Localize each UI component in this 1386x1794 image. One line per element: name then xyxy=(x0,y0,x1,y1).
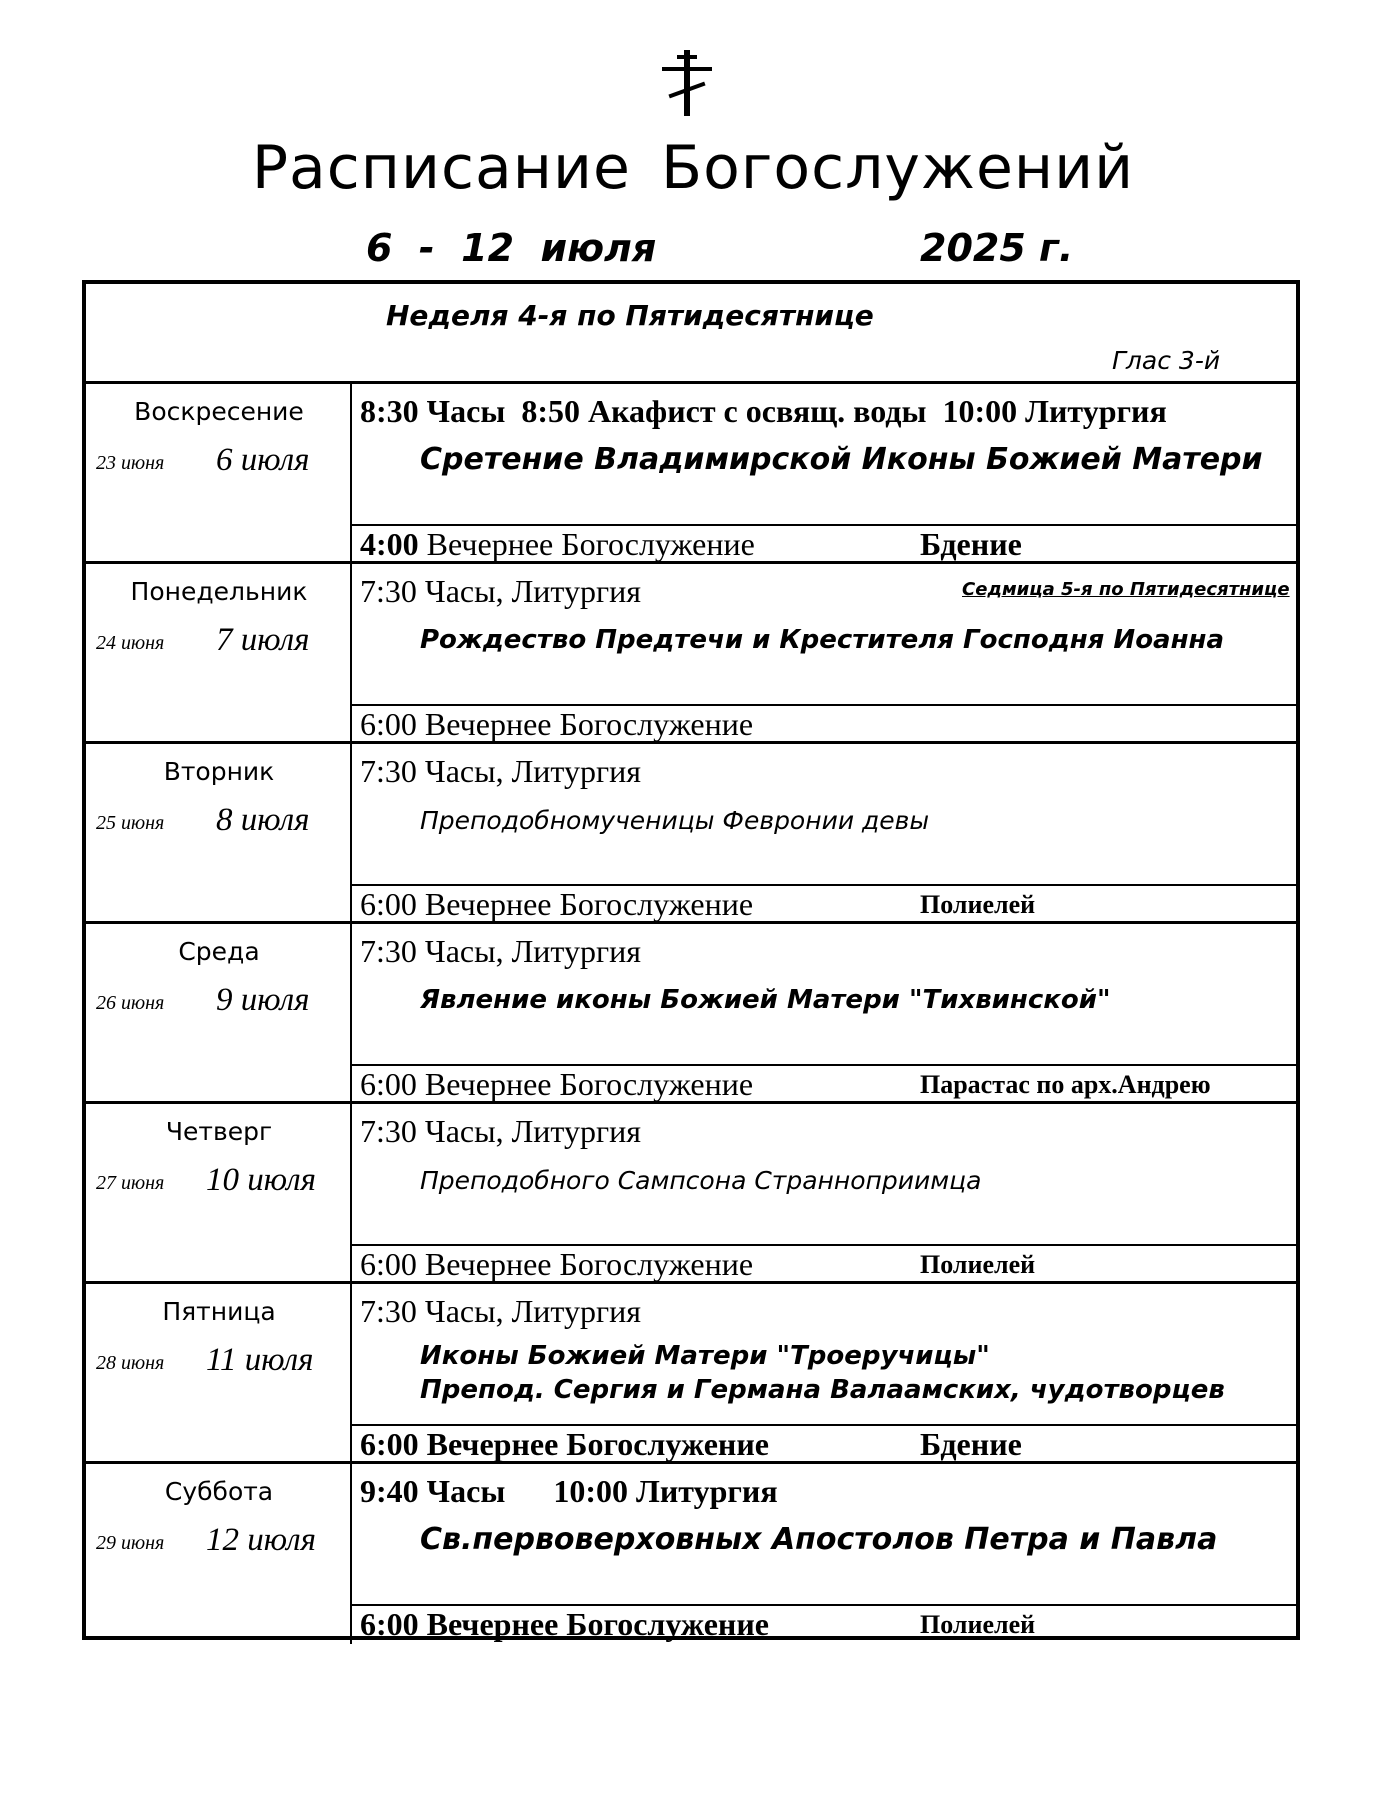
service-cell xyxy=(352,744,1296,921)
feast-name: Преподобномученицы Февронии девы xyxy=(420,806,930,835)
service-cell xyxy=(352,1284,1296,1461)
year: 2025 г. xyxy=(920,226,1074,270)
evening-label: Вечернее Богослужение xyxy=(418,526,755,562)
feast-name-line2: Препод. Сергия и Германа Валаамских, чудотворцев xyxy=(420,1375,1225,1405)
evening-service-text: 6:00 Вечернее Богослужение xyxy=(360,1426,769,1462)
weekday: Среда xyxy=(178,937,260,966)
evening-service-text: 6:00 Вечернее Богослужение xyxy=(360,1066,754,1102)
service-rank: Полиелей xyxy=(920,1610,1036,1639)
weekday: Суббота xyxy=(164,1477,274,1506)
day-row-thursday xyxy=(86,1104,1296,1284)
evening-service xyxy=(352,1424,1296,1461)
weekday: Воскресение xyxy=(134,397,304,426)
day-cell xyxy=(86,1284,352,1461)
evening-service-text xyxy=(360,524,755,564)
day-row-saturday xyxy=(86,1464,1296,1644)
weekday: Четверг xyxy=(165,1117,273,1146)
day-cell xyxy=(86,1464,352,1644)
evening-service xyxy=(352,524,1296,561)
week-title: Неделя 4-я по Пятидесятнице xyxy=(386,299,874,332)
evening-service-text: 6:00 Вечернее Богослужение xyxy=(360,1606,769,1642)
date-range: 6 - 12 июля xyxy=(366,226,657,270)
feast-name: Сретение Владимирской Иконы Божией Матери xyxy=(420,442,1263,477)
evening-service xyxy=(352,704,1296,741)
day-cell xyxy=(86,924,352,1101)
day-row-wednesday xyxy=(86,924,1296,1104)
tone-label: Глас 3-й xyxy=(1112,346,1221,375)
evening-service xyxy=(352,1064,1296,1101)
morning-service: 7:30 Часы, Литургия xyxy=(360,1113,641,1149)
weekday: Понедельник xyxy=(130,577,308,606)
service-cell xyxy=(352,1464,1296,1644)
weekday: Пятница xyxy=(162,1297,276,1326)
week-note: Седмица 5-я по Пятидесятнице xyxy=(962,579,1290,600)
evening-service-text: 6:00 Вечернее Богослужение xyxy=(360,886,754,922)
morning-service: 7:30 Часы, Литургия xyxy=(360,933,641,969)
weekday: Вторник xyxy=(163,757,275,786)
old-style-date: 27 июня xyxy=(96,1172,165,1194)
morning-service: 9:40 Часы 10:00 Литургия xyxy=(360,1473,778,1509)
day-row-friday xyxy=(86,1284,1296,1464)
service-cell xyxy=(352,1104,1296,1281)
new-style-date: 11 июля xyxy=(206,1342,314,1378)
evening-service xyxy=(352,1604,1296,1641)
day-cell xyxy=(86,744,352,921)
old-style-date: 29 июня xyxy=(96,1532,165,1554)
morning-service: 7:30 Часы, Литургия xyxy=(360,573,641,609)
evening-service xyxy=(352,884,1296,921)
old-style-date: 28 июня xyxy=(96,1352,165,1374)
service-cell xyxy=(352,564,1296,741)
old-style-date: 25 июня xyxy=(96,812,165,834)
service-rank: Бдение xyxy=(920,1426,1022,1462)
feast-name: Рождество Предтечи и Крестителя Господня Иоанна xyxy=(420,625,1225,655)
feast-name: Преподобного Сампсона Странноприимца xyxy=(420,1166,982,1195)
new-style-date: 7 июля xyxy=(216,622,310,658)
morning-service: 8:30 Часы 8:50 Акафист с освящ. воды 10:00 Литургия xyxy=(360,393,1167,429)
evening-service xyxy=(352,1244,1296,1281)
feast-name: Иконы Божией Матери "Троеручицы" xyxy=(420,1341,990,1371)
schedule-table xyxy=(82,280,1300,1640)
new-style-date: 9 июля xyxy=(216,982,310,1018)
new-style-date: 10 июля xyxy=(206,1162,316,1198)
evening-time: 4:00 xyxy=(360,526,419,562)
morning-service: 7:30 Часы, Литургия xyxy=(360,753,641,789)
day-cell xyxy=(86,564,352,741)
evening-service-text: 6:00 Вечернее Богослужение xyxy=(360,1246,754,1282)
page-title: Расписание Богослужений xyxy=(251,133,1135,203)
service-rank: Полиелей xyxy=(920,1250,1036,1279)
feast-name: Св.первоверховных Апостолов Петра и Павла xyxy=(420,1522,1218,1557)
day-cell xyxy=(86,384,352,561)
feast-name: Явление иконы Божией Матери "Тихвинской" xyxy=(420,985,1111,1015)
service-cell xyxy=(352,924,1296,1101)
old-style-date: 26 июня xyxy=(96,992,165,1014)
new-style-date: 12 июля xyxy=(206,1522,316,1558)
morning-service: 7:30 Часы, Литургия xyxy=(360,1293,641,1329)
evening-service-text: 6:00 Вечернее Богослужение xyxy=(360,706,754,742)
service-rank: Бдение xyxy=(920,526,1022,562)
service-cell xyxy=(352,384,1296,561)
day-row-tuesday xyxy=(86,744,1296,924)
day-row-monday xyxy=(86,564,1296,744)
orthodox-cross-icon xyxy=(659,50,715,116)
service-rank: Парастас по арх.Андрею xyxy=(920,1070,1211,1099)
day-cell xyxy=(86,1104,352,1281)
day-row-sunday xyxy=(86,384,1296,564)
service-rank: Полиелей xyxy=(920,890,1036,919)
new-style-date: 8 июля xyxy=(216,802,310,838)
new-style-date: 6 июля xyxy=(216,442,310,478)
old-style-date: 24 июня xyxy=(96,632,165,654)
old-style-date: 23 июня xyxy=(96,452,165,474)
week-header xyxy=(86,284,1296,384)
